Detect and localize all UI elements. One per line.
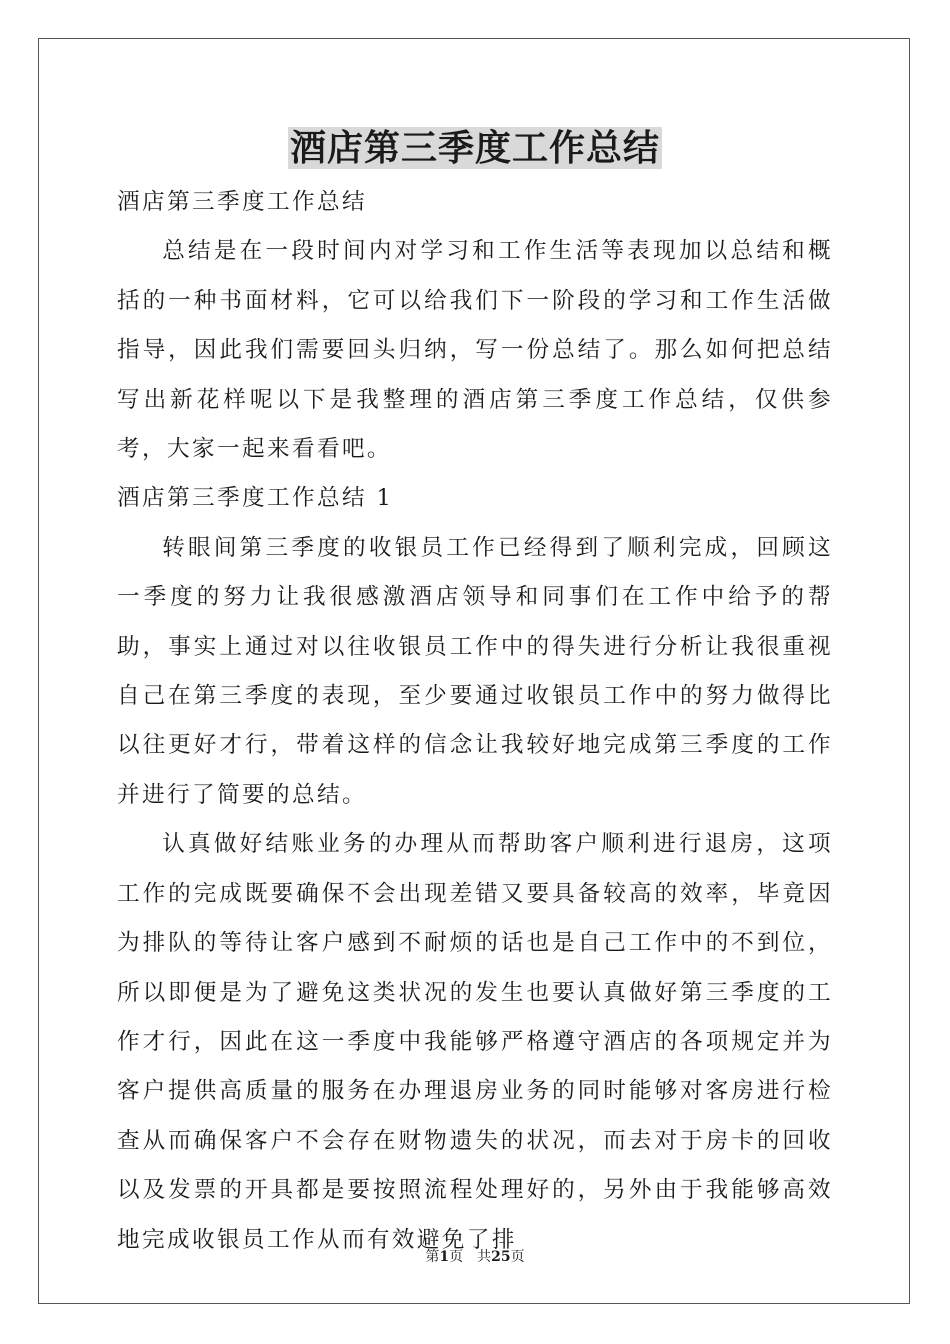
body-paragraph: 认真做好结账业务的办理从而帮助客户顺利进行退房，这项工作的完成既要确保不会出现差错又要具备较高的效率，毕竟因为排队的等待让客户感到不耐烦的话也是自己工作中的不到位，所以即便是为了避免这类状况的发生也要认真做好第三季度的工作才行，因此在这一季度中我能够严格遵守酒店的各项规定并为客户提供高质量的服务在办理退房业务的同时能够对客房进行检查从而确保客户不会存在财物遗失的状况，而去对于房卡的回收以及发票的开具都是要按照流程处理好的，另外由于我能够高效地完成收银员工作从而有效避免了排: [117, 831, 833, 1253]
page-prefix: 第: [425, 1249, 440, 1265]
page-unit: 页: [449, 1249, 464, 1265]
document-title-text: 酒店第三季度工作总结: [289, 127, 660, 169]
document-title: [0, 124, 950, 172]
body-paragraph: 转眼间第三季度的收银员工作已经得到了顺利完成，回顾这一季度的努力让我很感激酒店领导和同事们在工作中给予的帮助，事实上通过对以往收银员工作中的得失进行分析让我很重视自己在第三季度的表现，至少要通过收银员工作中的努力做得比以往更好才行，带着这样的信念让我较好地完成第三季度的工作并进行了简要的总结。: [117, 534, 833, 808]
current-page-number: 1: [439, 1249, 450, 1265]
total-unit: 页: [510, 1249, 525, 1265]
section-heading: 酒店第三季度工作总结 1: [117, 485, 394, 512]
document-body: [117, 178, 833, 1265]
total-page-count: 25: [491, 1249, 511, 1265]
total-prefix: 共: [477, 1249, 492, 1265]
page-footer: [0, 1247, 950, 1267]
intro-paragraph: 总结是在一段时间内对学习和工作生活等表现加以总结和概括的一种书面材料，它可以给我们下一阶段的学习和工作生活做指导，因此我们需要回头归纳，写一份总结了。那么如何把总结写出新花样呢以下是我整理的酒店第三季度工作总结，仅供参考，大家一起来看看吧。: [117, 238, 833, 463]
document-subtitle: 酒店第三季度工作总结: [117, 189, 367, 215]
